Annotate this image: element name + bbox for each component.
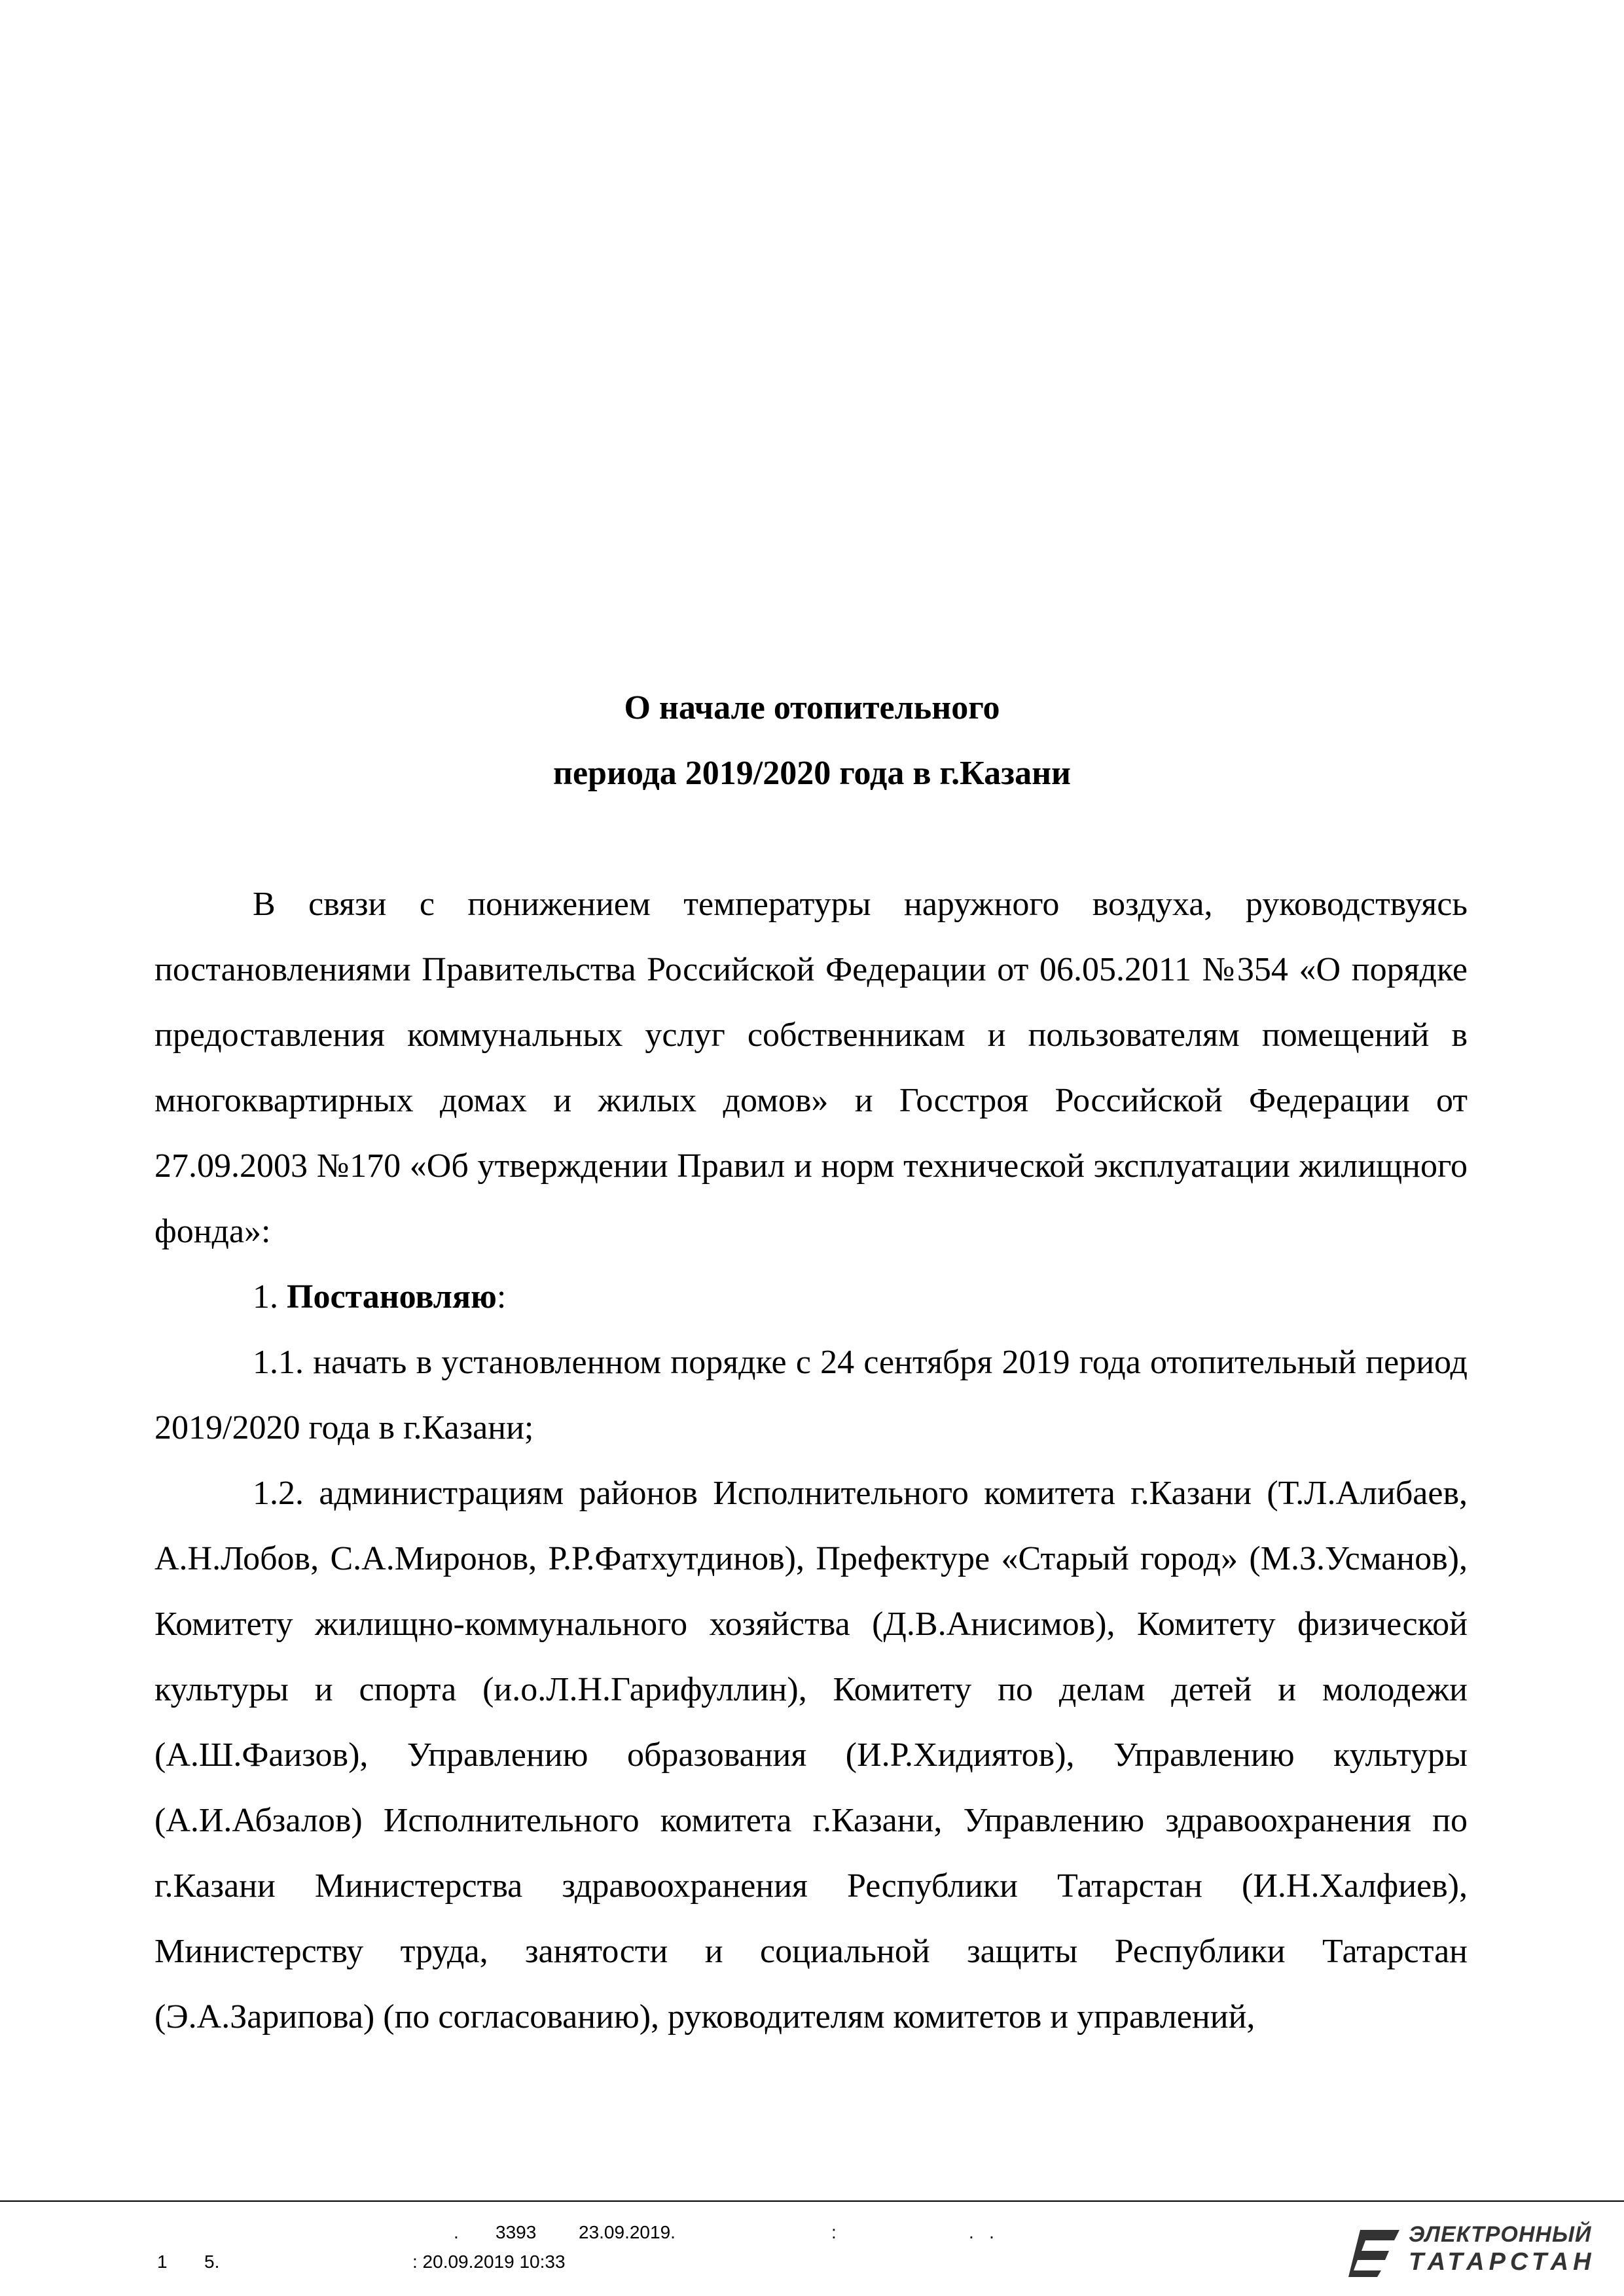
intro-paragraph: В связи с понижением температуры наружного воздуха, руководствуясь постановлениями Правительства Российской Федерации от 06.05.2011 №354 «О порядке предоставления коммунальных услуг собственникам и пользователям помещений в многоквартирных домах и жилых домов» и Госстроя Российской Федерации от 27.09.2003 №170 «Об утверждении Правил и норм технической эксплуатации жилищного фонда»: — [154, 886, 1468, 1250]
logo-line-2: ТАТАРСТАН — [1409, 2248, 1596, 2276]
item-1-1: 1.1. начать в установленном порядке с 24 сентября 2019 года отопительный период 2019/2020 года в г.Казани; — [154, 1344, 1468, 1446]
footer-dots: . . — [969, 2222, 994, 2242]
decree-heading — [154, 1265, 1468, 1330]
footer-page-current: 1 — [157, 2251, 168, 2272]
decree-colon: : — [496, 1278, 507, 1316]
decree-number: 1. — [253, 1278, 287, 1316]
title-line-2: периода 2019/2020 года в г.Казани — [553, 755, 1071, 792]
item-1-2: 1.2. администрациям районов Исполнительного комитета г.Казани (Т.Л.Алибаев, А.Н.Лобов, С.А.Миронов, Р.Р.Фатхутдинов), Префектуре «Старый город» (М.З.Усманов), Комитету жилищно-коммунального хозяйства (Д.В.Анисимов), Комитету физической культуры и спорта (и.о.Л.Н.Гарифуллин), Комитету по делам детей и молодежи (А.Ш.Фаизов), Управлению образования (И.Р.Хидиятов), Управлению культуры (А.И.Абзалов) Исполнительного комитета г.Казани, Управлению здравоохранения по г.Казани Министерства здравоохранения Республики Татарстан (И.Н.Халфиев), Министерству труда, занятости и социальной защиты Республики Татарстан (Э.А.Зарипова) (по согласованию), руководителям комитетов и управлений, — [154, 1475, 1468, 2036]
footer-divider — [0, 2200, 1624, 2202]
footer-reg-date: 23.09.2019. — [579, 2222, 676, 2242]
electronic-tatarstan-logo — [1348, 2222, 1596, 2284]
footer-reg-number: 3393 — [496, 2222, 537, 2242]
footer-dot: . — [454, 2222, 459, 2242]
logo-line-1: ЭЛЕКТРОННЫЙ — [1409, 2222, 1592, 2247]
footer-page-total: 5. — [204, 2251, 220, 2272]
document-body — [154, 872, 1468, 2050]
logo-mark-icon — [1348, 2226, 1401, 2278]
document-title — [0, 675, 1624, 806]
footer-signed-time: : 20.09.2019 10:33 — [412, 2251, 566, 2272]
decree-word: Постановляю — [287, 1278, 497, 1316]
title-line-1: О начале отопительного — [624, 689, 1000, 726]
footer-colon: : — [831, 2222, 837, 2242]
